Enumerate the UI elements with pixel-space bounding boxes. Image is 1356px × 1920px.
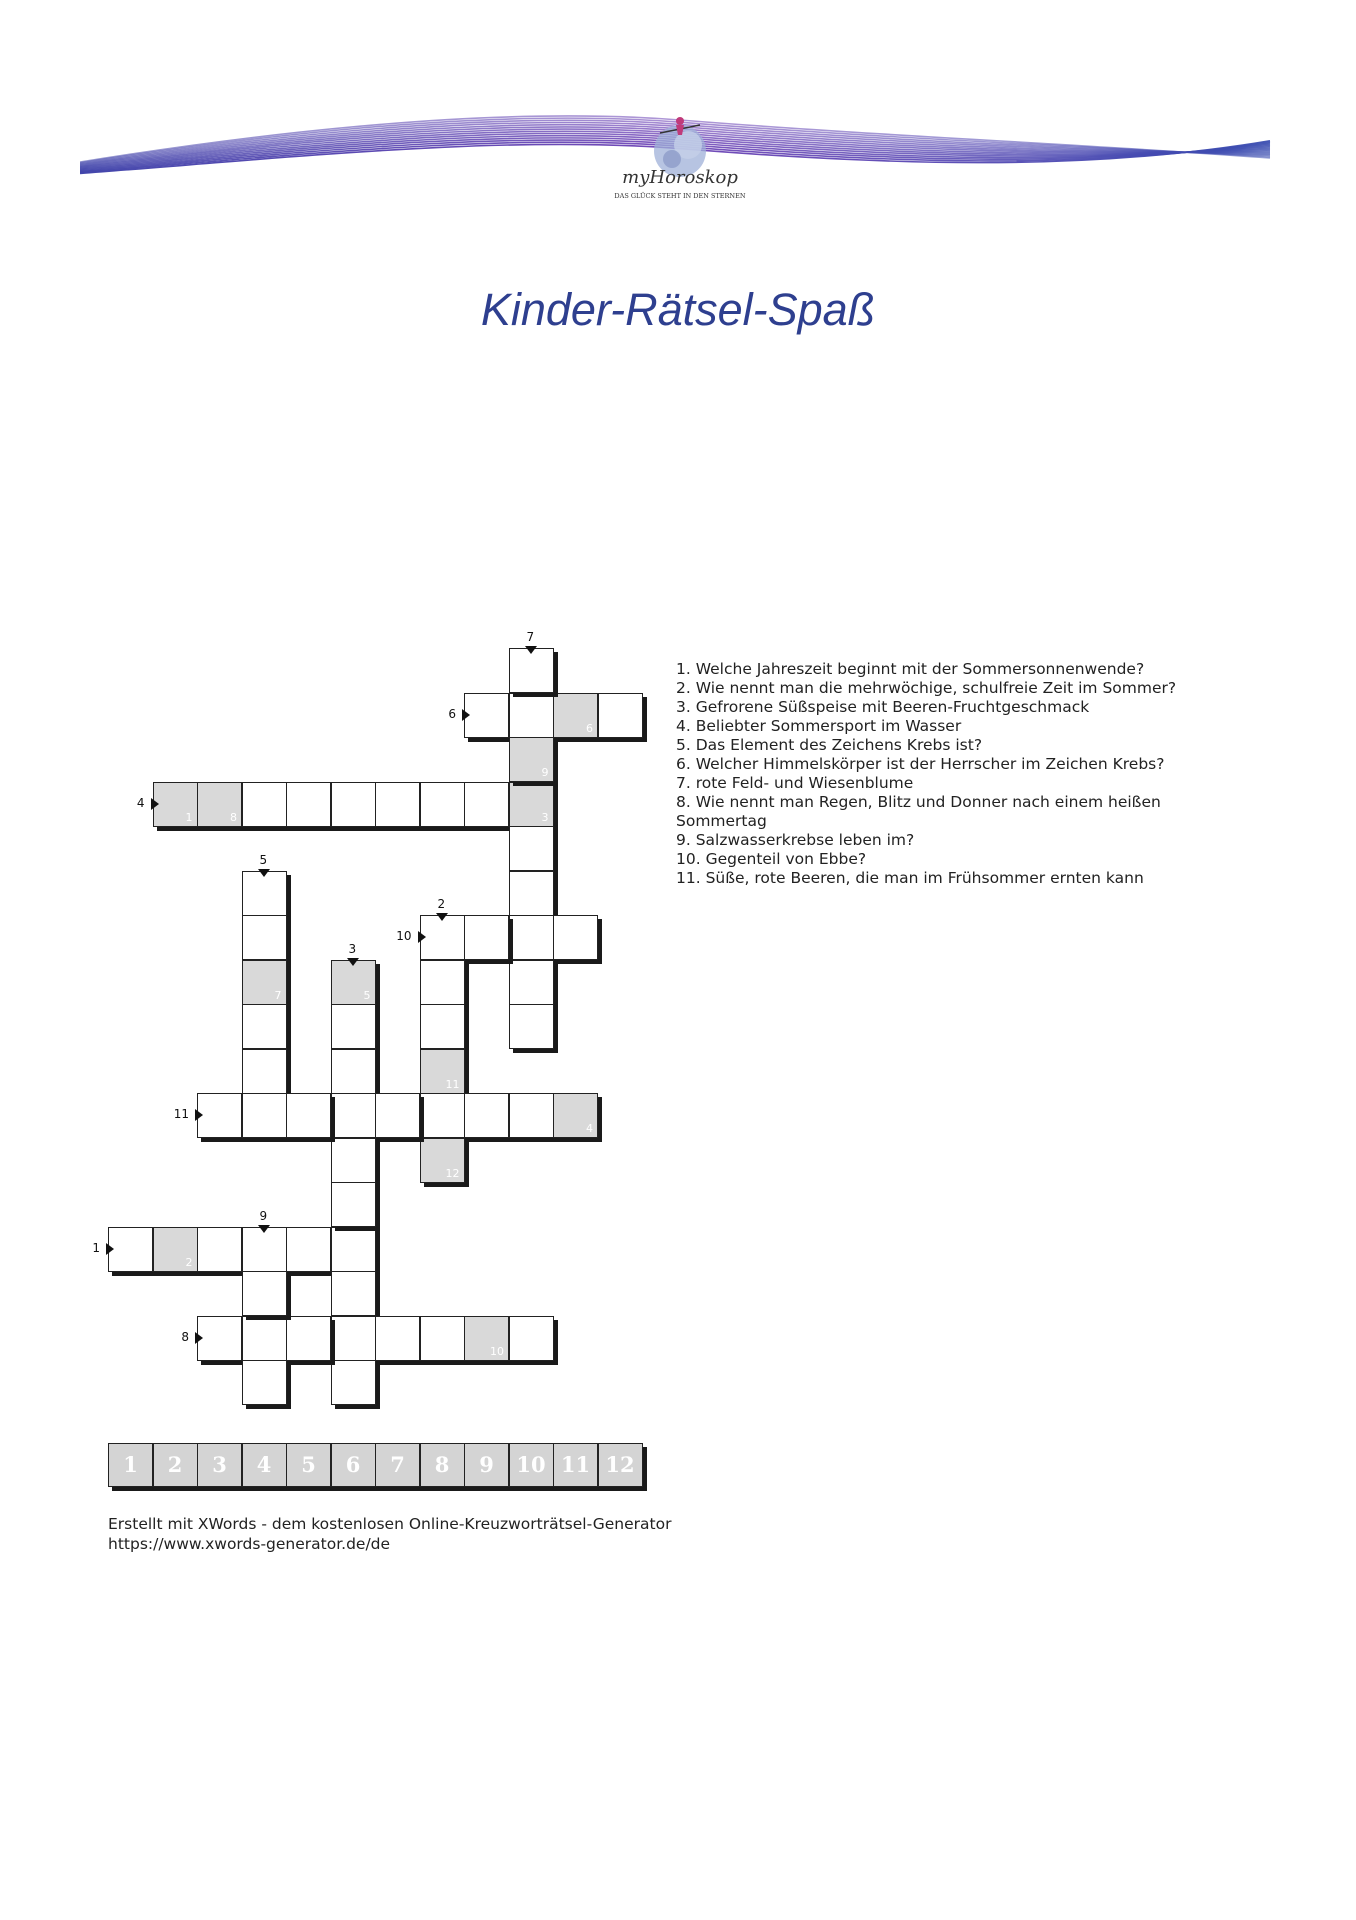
clue-number-5: 5	[259, 852, 268, 867]
crossword-cell[interactable]	[153, 782, 198, 827]
solution-index: 8	[230, 810, 237, 824]
credit-line: Erstellt mit XWords - dem kostenlosen Online-Kreuzworträtsel-Generator	[108, 1515, 672, 1533]
clue-item: 11. Süße, rote Beeren, die man im Frühsommer ernten kann	[676, 869, 1144, 887]
clue-number-7: 7	[526, 630, 535, 644]
crossword-cell[interactable]	[553, 1093, 598, 1138]
crossword-cell[interactable]	[420, 960, 465, 1005]
solution-box[interactable]: 10	[509, 1443, 554, 1487]
clue-list	[676, 660, 1196, 888]
solution-box[interactable]: 11	[553, 1443, 598, 1487]
crossword-cell[interactable]	[420, 1049, 465, 1094]
clue-item: 2. Wie nennt man die mehrwöchige, schulfreie Zeit im Sommer?	[676, 679, 1177, 697]
crossword-cell[interactable]	[153, 1227, 198, 1272]
crossword-cell[interactable]	[331, 960, 376, 1005]
clue-number-2: 2	[437, 897, 446, 911]
generator-credit	[108, 1514, 671, 1554]
clue-item: 6. Welcher Himmelskörper ist der Herrscher im Zeichen Krebs?	[676, 755, 1165, 773]
crossword-cell[interactable]	[509, 915, 554, 960]
crossword-cell[interactable]	[286, 782, 331, 827]
solution-index: 2	[185, 1255, 193, 1269]
arrow-down-icon	[436, 913, 448, 921]
svg-text:myHoroskop: myHoroskop	[622, 167, 738, 188]
crossword-cell[interactable]	[331, 1182, 376, 1227]
solution-box[interactable]: 6	[331, 1443, 376, 1487]
solution-box[interactable]: 3	[197, 1443, 242, 1487]
arrow-down-icon	[525, 646, 537, 654]
crossword-cell[interactable]	[509, 648, 554, 693]
crossword-cell[interactable]	[509, 782, 554, 827]
crossword-cell[interactable]	[242, 1316, 287, 1361]
crossword-cell[interactable]	[509, 1093, 554, 1138]
solution-box[interactable]: 9	[464, 1443, 509, 1487]
arrow-down-icon	[258, 1225, 270, 1233]
crossword-cell[interactable]	[286, 1227, 331, 1272]
crossword-cell[interactable]	[331, 1316, 376, 1361]
solution-index: 9	[541, 766, 549, 779]
arrow-right-icon	[418, 931, 426, 943]
crossword-cell[interactable]	[286, 1316, 331, 1361]
crossword-cell[interactable]	[242, 1049, 287, 1094]
clue-item: 10. Gegenteil von Ebbe?	[676, 850, 867, 868]
arrow-right-icon	[151, 798, 159, 810]
crossword-cell[interactable]	[509, 693, 554, 738]
solution-box[interactable]: 12	[598, 1443, 643, 1487]
clue-number-6: 6	[448, 706, 456, 721]
arrow-right-icon	[462, 709, 470, 721]
crossword-cell[interactable]	[375, 1316, 420, 1361]
crossword-cell[interactable]	[242, 871, 287, 916]
solution-index: 4	[586, 1122, 593, 1135]
solution-index: 12	[445, 1166, 460, 1180]
solution-index: 6	[586, 721, 593, 735]
solution-index: 3	[541, 810, 549, 824]
credit-url: https://www.xwords-generator.de/de	[108, 1535, 391, 1553]
crossword-cell[interactable]	[197, 1093, 242, 1138]
solution-box[interactable]: 5	[286, 1443, 331, 1487]
crossword-cell[interactable]	[108, 1227, 153, 1272]
crossword-cell[interactable]	[242, 782, 287, 827]
clue-number-10: 10	[396, 929, 412, 943]
arrow-down-icon	[258, 869, 270, 877]
crossword-cell[interactable]	[331, 1138, 376, 1183]
crossword-cell[interactable]	[464, 1316, 509, 1361]
crossword-cell[interactable]	[331, 1004, 376, 1049]
clue-number-8: 8	[181, 1329, 189, 1344]
crossword-cell[interactable]	[509, 737, 554, 782]
crossword-cell[interactable]	[331, 1360, 376, 1405]
crossword-cell[interactable]	[553, 693, 598, 738]
crossword-cell[interactable]	[197, 782, 242, 827]
crossword-cell[interactable]	[375, 782, 420, 827]
arrow-right-icon	[195, 1332, 203, 1344]
clue-number-4: 4	[136, 795, 145, 810]
crossword-cell[interactable]	[509, 960, 554, 1005]
crossword-cell[interactable]	[598, 693, 643, 738]
clue-number-11: 11	[173, 1107, 189, 1121]
crossword-cell[interactable]	[286, 1093, 331, 1138]
clue-number-3: 3	[348, 941, 357, 956]
clue-item: 1. Welche Jahreszeit beginnt mit der Sommersonnenwende?	[676, 660, 1145, 678]
crossword-cell[interactable]	[464, 782, 509, 827]
crossword-cell[interactable]	[242, 960, 287, 1005]
solution-index: 5	[363, 988, 371, 1002]
solution-box[interactable]: 1	[108, 1443, 153, 1487]
solution-index: 10	[490, 1344, 504, 1358]
solution-box[interactable]: 7	[375, 1443, 420, 1487]
crossword-cell[interactable]	[331, 1227, 376, 1272]
crossword-cell[interactable]	[331, 1049, 376, 1094]
crossword-cell[interactable]	[509, 1004, 554, 1049]
clue-item: 7. rote Feld- und Wiesenblume	[676, 774, 914, 792]
crossword-cell[interactable]	[464, 693, 509, 738]
crossword-cell[interactable]	[464, 915, 509, 960]
crossword-cell[interactable]	[242, 1360, 287, 1405]
clue-item: 4. Beliebter Sommersport im Wasser	[676, 717, 962, 735]
crossword-cell[interactable]	[420, 1138, 465, 1183]
crossword-cell[interactable]	[420, 915, 465, 960]
crossword-cell[interactable]	[331, 1271, 376, 1316]
solution-index: 7	[274, 988, 282, 1002]
crossword-cell[interactable]	[420, 1316, 465, 1361]
crossword-cell[interactable]	[331, 782, 376, 827]
crossword-cell[interactable]	[197, 1316, 242, 1361]
crossword-cell[interactable]	[242, 1004, 287, 1049]
arrow-right-icon	[106, 1243, 114, 1255]
crossword-cell[interactable]	[242, 1093, 287, 1138]
svg-text:DAS GLÜCK STEHT IN DEN STERNEN: DAS GLÜCK STEHT IN DEN STERNEN	[614, 192, 746, 200]
crossword-cell[interactable]	[553, 915, 598, 960]
solution-index: 11	[445, 1077, 460, 1091]
crossword-cell[interactable]	[509, 871, 554, 916]
page-title: Kinder-Rätsel-Spaß	[480, 284, 876, 335]
crossword-cell[interactable]	[242, 1271, 287, 1316]
crossword-cell[interactable]	[420, 782, 465, 827]
crossword-cell[interactable]	[242, 1227, 287, 1272]
crossword-cell[interactable]	[197, 1227, 242, 1272]
solution-box[interactable]: 8	[420, 1443, 465, 1487]
solution-box[interactable]: 4	[242, 1443, 287, 1487]
clue-item: 8. Wie nennt man Regen, Blitz und Donner nach einem heißen Sommertag	[676, 793, 1161, 830]
solution-index: 1	[185, 810, 193, 824]
clue-number-9: 9	[259, 1208, 268, 1223]
crossword-cell[interactable]	[509, 1316, 554, 1361]
clue-item: 9. Salzwasserkrebse leben im?	[676, 831, 915, 849]
crossword-cell[interactable]	[464, 1093, 509, 1138]
arrow-right-icon	[195, 1109, 203, 1121]
solution-box[interactable]: 2	[153, 1443, 198, 1487]
arrow-down-icon	[347, 958, 359, 966]
crossword-cell[interactable]	[331, 1093, 376, 1138]
crossword-cell[interactable]	[420, 1004, 465, 1049]
clue-item: 5. Das Element des Zeichens Krebs ist?	[676, 736, 983, 754]
crossword-cell[interactable]	[242, 915, 287, 960]
clue-number-1: 1	[92, 1240, 100, 1255]
clue-item: 3. Gefrorene Süßspeise mit Beeren-Fruchtgeschmack	[676, 698, 1090, 716]
crossword-cell[interactable]	[509, 826, 554, 871]
crossword-cell[interactable]	[375, 1093, 420, 1138]
crossword-cell[interactable]	[420, 1093, 465, 1138]
